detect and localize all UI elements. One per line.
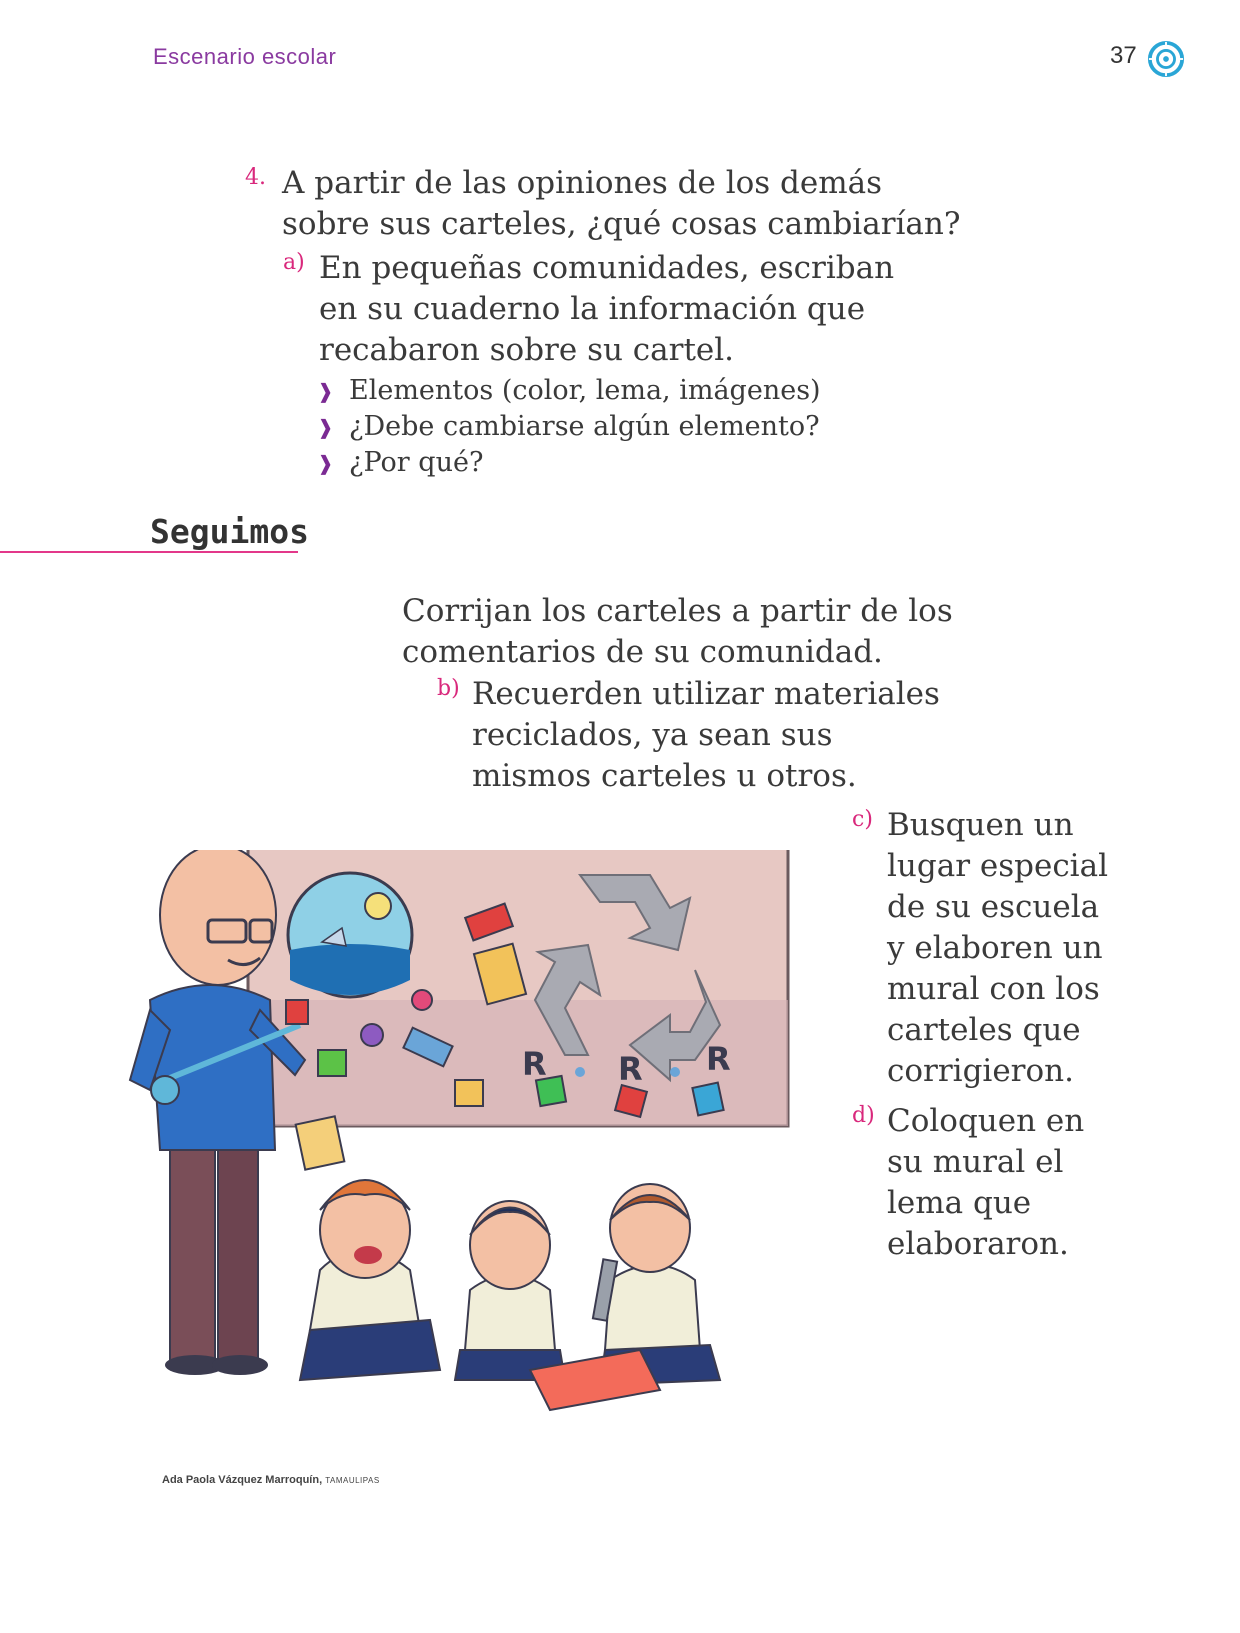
list-item: ❱ Elementos (color, lema, imágenes) <box>317 373 821 409</box>
credit-state: TAMAULIPAS <box>325 1476 380 1485</box>
item-c-text: Busquen un lugar especial de su escuela y elaboren un mural con los carteles que corrigieron. <box>887 807 1108 1089</box>
item-c-marker: c) <box>852 807 873 832</box>
item-b-marker: b) <box>437 676 460 701</box>
illustration-credit <box>162 1474 380 1486</box>
item-a-marker: a) <box>283 250 305 275</box>
svg-text:R: R <box>706 1040 731 1078</box>
item-d <box>852 1101 1112 1265</box>
item-c <box>852 805 1112 1092</box>
item-b-text: Recuerden utilizar materiales reciclados, ya sean sus mismos carteles u otros. <box>472 676 940 794</box>
chevron-right-icon: ❱ <box>317 451 334 475</box>
item-a-text: En pequeñas comunidades, escriban en su cuaderno la información que recabaron sobre su cartel. <box>319 250 895 368</box>
ocean-poster <box>288 873 412 997</box>
classroom-mural-illustration <box>110 850 830 1450</box>
seguimos-intro: Corrijan los carteles a partir de los comentarios de su comunidad. <box>402 593 953 670</box>
item-d-marker: d) <box>852 1103 875 1128</box>
chevron-right-icon: ❱ <box>317 379 334 403</box>
section-title: Seguimos <box>150 512 309 551</box>
list-item: ❱ ¿Debe cambiarse algún elemento? <box>317 409 821 445</box>
chevron-right-icon: ❱ <box>317 415 334 439</box>
page-number: 37 <box>1110 42 1137 69</box>
item-d-text: Coloquen en su mural el lema que elaboraron. <box>887 1103 1085 1262</box>
svg-text:R: R <box>522 1045 547 1083</box>
list-item: ❱ ¿Por qué? <box>317 445 821 481</box>
children-figures <box>296 1116 720 1410</box>
credit-author: Ada Paola Vázquez Marroquín, <box>162 1474 323 1486</box>
running-header: Escenario escolar <box>153 44 337 69</box>
bullet-list <box>317 373 821 481</box>
item-a <box>283 248 923 371</box>
question-4-text: A partir de las opiniones de los demás sobre sus carteles, ¿qué cosas cambiarían? <box>282 165 961 242</box>
section-divider <box>0 551 298 553</box>
question-4 <box>245 163 965 245</box>
svg-text:R: R <box>618 1050 643 1088</box>
compass-rose-icon <box>1147 40 1185 78</box>
question-number: 4. <box>245 165 266 190</box>
item-b <box>437 674 957 797</box>
